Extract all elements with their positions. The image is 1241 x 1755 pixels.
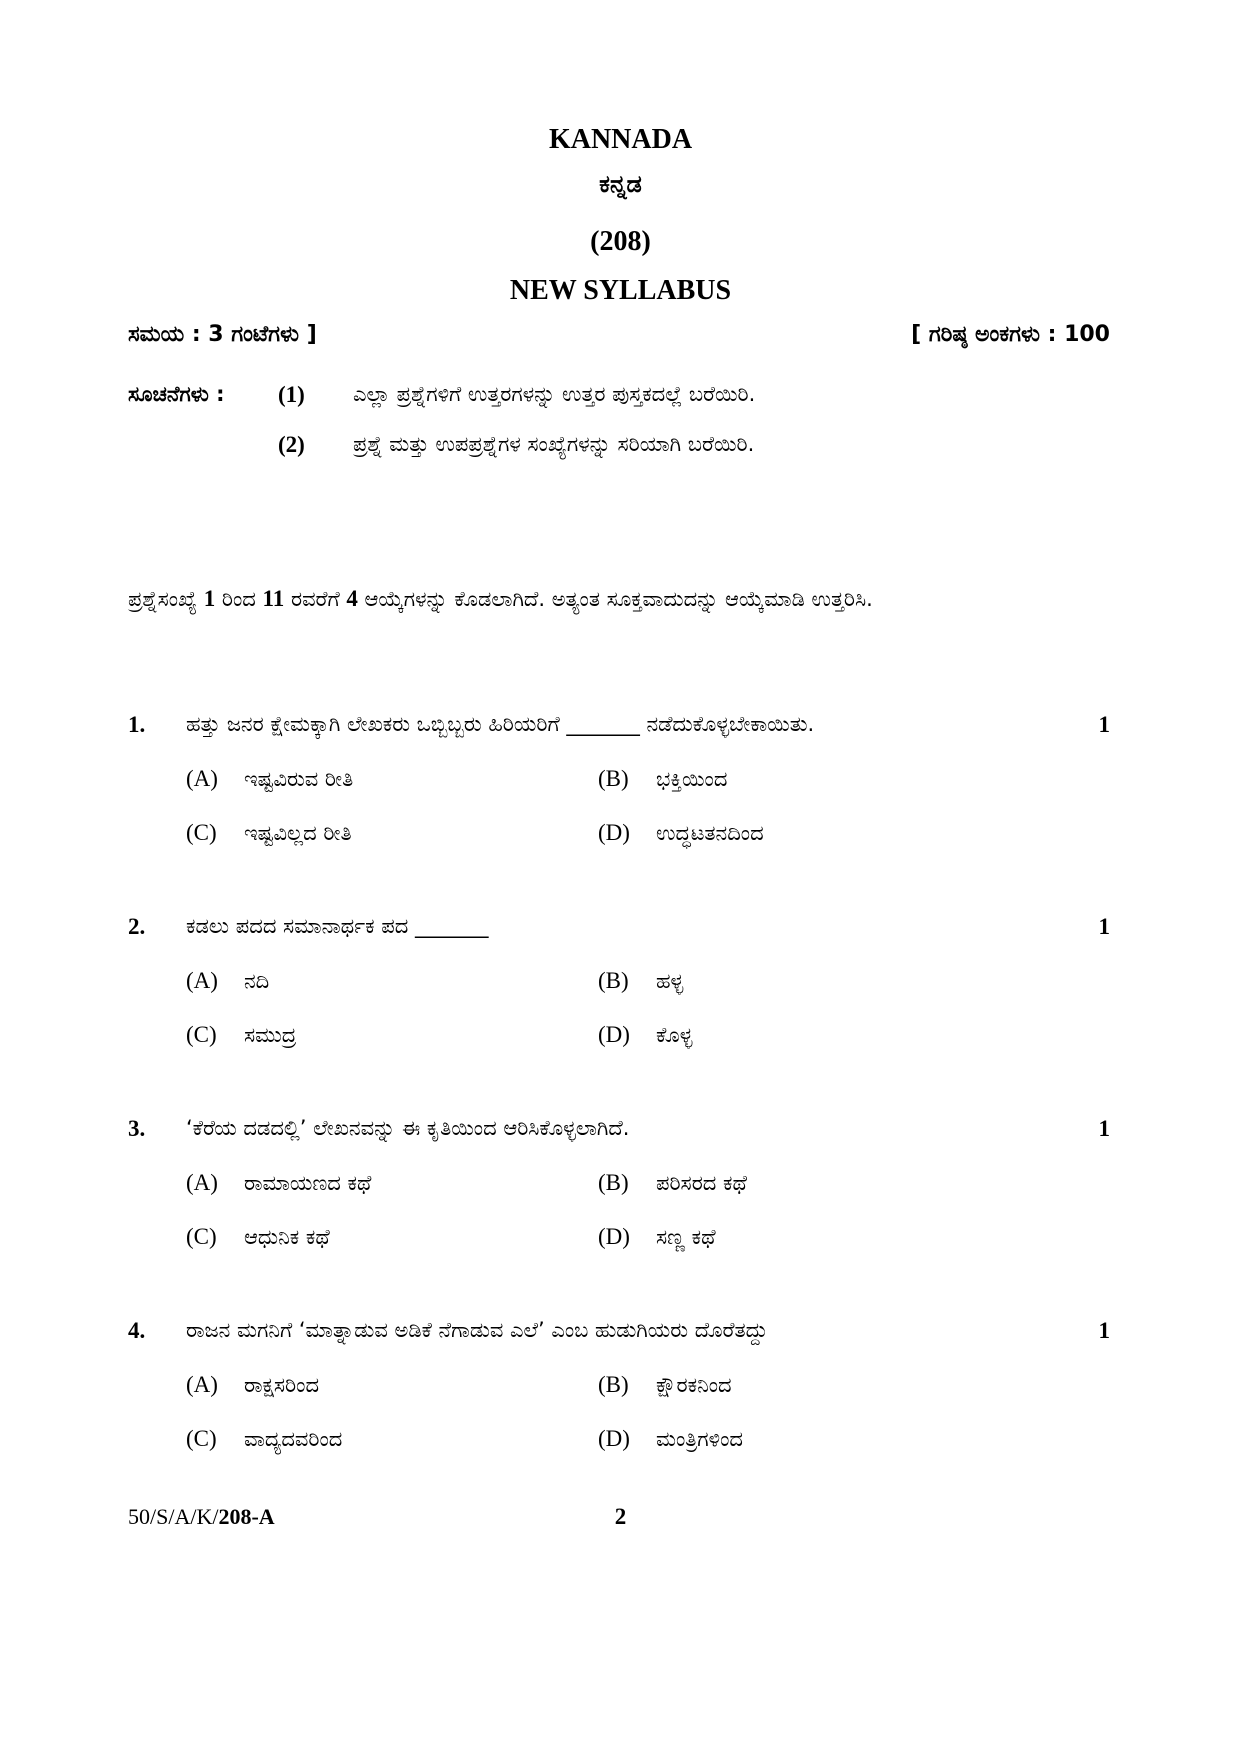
section-instructions: ಪ್ರಶ್ನೆಸಂಖ್ಯೆ 1 ರಿಂದ 11 ರವರೆಗೆ 4 ಆಯ್ಕೆಗಳನ್ನು ಕೊಡಲಾಗಿದೆ. ಅತ್ಯಂತ ಸೂಕ್ತವಾದುದನ್ನು ಆಯ್ಕೆಮಾಡಿ ಉತ್ತರಿಸಿ. — [128, 586, 873, 611]
maximum-marks: [ ಗರಿಷ್ಠ ಅಂಕಗಳು : 100 — [911, 322, 1110, 347]
range-end: 11 — [262, 586, 285, 611]
paper-code: 50/S/A/K/208-A — [128, 1504, 275, 1529]
option-b: (B) ಹಳ್ಳ — [598, 968, 684, 993]
question-marks: 1 — [1098, 712, 1110, 737]
instruction-number: (1) — [278, 382, 305, 407]
option-c: (C) ಸಮುದ್ರ — [186, 1022, 297, 1047]
option-c: (C) ಇಷ್ಟವಿಲ್ಲದ ರೀತಿ — [186, 820, 352, 845]
exam-meta — [128, 322, 1110, 358]
option-count: 4 — [346, 586, 358, 611]
option-b: (B) ಪರಿಸರದ ಕಥೆ — [598, 1170, 747, 1195]
range-start: 1 — [203, 586, 216, 611]
question-marks: 1 — [1098, 1318, 1110, 1343]
instruction-2 — [128, 432, 1110, 472]
question-number: 2. — [128, 914, 146, 939]
option-d: (D) ಮಂತ್ರಿಗಳಿಂದ — [598, 1426, 743, 1451]
question-4 — [128, 1318, 1110, 1468]
instruction-1 — [128, 382, 1110, 422]
question-number: 3. — [128, 1116, 146, 1141]
instruction-text: ಎಲ್ಲಾ ಪ್ರಶ್ನೆಗಳಿಗೆ ಉತ್ತರಗಳನ್ನು ಉತ್ತರ ಪುಸ್ತಕದಲ್ಲೆ ಬರೆಯಿರಿ. — [353, 382, 756, 406]
question-text: ‘ಕೆರೆಯ ದಡದಲ್ಲಿ’ ಲೇಖನವನ್ನು ಈ ಕೃತಿಯಿಂದ ಆರಿಸಿಕೊಳ್ಳಲಾಗಿದೆ. — [186, 1116, 630, 1140]
question-text: ರಾಜನ ಮಗನಿಗೆ ‘ಮಾತ್ನಾಡುವ ಅಡಿಕೆ ನೆಗಾಡುವ ಎಲೆ’ ಎಂಬ ಹುಡುಗಿಯರು ದೊರೆತದ್ದು — [186, 1318, 768, 1342]
time-allowed: ಸಮಯ : 3 ಗಂಟೆಗಳು ] — [128, 322, 317, 347]
option-a: (A) ರಾಮಾಯಣದ ಕಥೆ — [186, 1170, 372, 1195]
question-number: 4. — [128, 1318, 146, 1343]
option-d: (D) ಕೊಳ್ಳ — [598, 1022, 693, 1047]
option-a: (A) ಇಷ್ಟವಿರುವ ರೀತಿ — [186, 766, 354, 791]
question-marks: 1 — [1098, 1116, 1110, 1141]
question-3 — [128, 1116, 1110, 1266]
instruction-text: ಪ್ರಶ್ನೆ ಮತ್ತು ಉಪಪ್ರಶ್ನೆಗಳ ಸಂಖ್ಯೆಗಳನ್ನು ಸರಿಯಾಗಿ ಬರೆಯಿರಿ. — [353, 432, 755, 456]
question-2 — [128, 914, 1110, 1064]
option-b: (B) ಭಕ್ತಿಯಿಂದ — [598, 766, 728, 791]
question-marks: 1 — [1098, 914, 1110, 939]
subject-title: KANNADA — [548, 124, 693, 155]
question-text: ಕಡಲು ಪದದ ಸಮಾನಾರ್ಥಕ ಪದ _______ — [186, 914, 489, 938]
page-number: 2 — [614, 1504, 627, 1529]
syllabus-label: NEW SYLLABUS — [509, 275, 732, 306]
option-d: (D) ಉದ್ಧಟತನದಿಂದ — [598, 820, 764, 845]
option-c: (C) ಆಧುನಿಕ ಕಥೆ — [186, 1224, 330, 1249]
subject-code: (208) — [590, 226, 651, 257]
option-c: (C) ವಾದ್ಯದವರಿಂದ — [186, 1426, 343, 1451]
option-a: (A) ರಾಕ್ಷಸರಿಂದ — [186, 1372, 320, 1397]
option-a: (A) ನದಿ — [186, 968, 270, 993]
instruction-number: (2) — [278, 432, 305, 457]
question-text: ಹತ್ತು ಜನರ ಕ್ಷೇಮಕ್ಕಾಗಿ ಲೇಖಕರು ಒಬ್ಬಿಬ್ಬರು ಹಿರಿಯರಿಗೆ _______ ನಡೆದುಕೊಳ್ಳಬೇಕಾಯಿತು. — [186, 712, 815, 736]
question-1 — [128, 712, 1110, 862]
subject-title-kannada: ಕನ್ನಡ — [599, 170, 642, 198]
question-number: 1. — [128, 712, 146, 737]
option-b: (B) ಕ್ಷೌರಕನಿಂದ — [598, 1372, 732, 1397]
option-d: (D) ಸಣ್ಣ ಕಥೆ — [598, 1224, 716, 1249]
instructions-label: ಸೂಚನೆಗಳು : — [128, 382, 225, 406]
